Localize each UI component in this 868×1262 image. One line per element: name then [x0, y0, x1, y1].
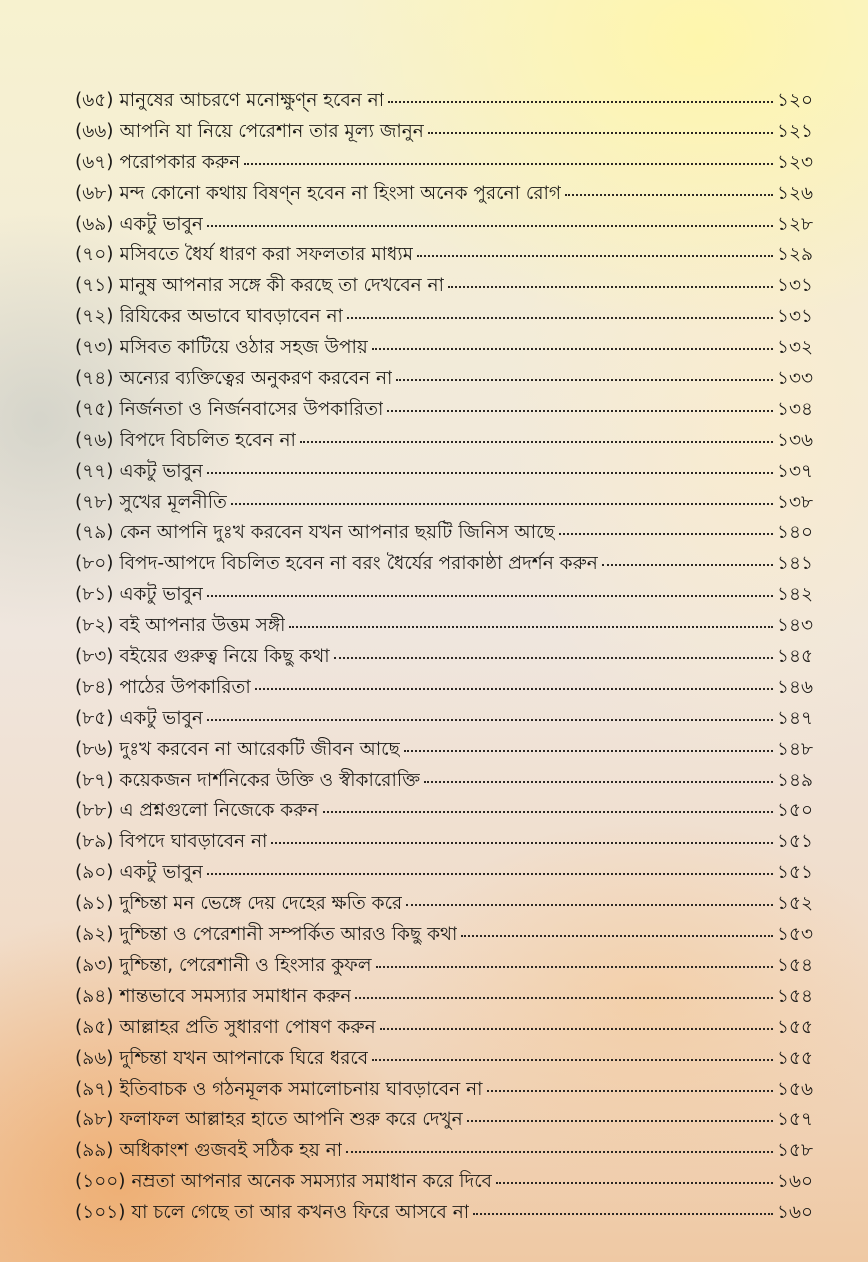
- toc-entry: [75, 1136, 813, 1167]
- toc-entry: [75, 210, 813, 241]
- toc-entry: [75, 457, 813, 488]
- entry-page-number: ১৫৭: [776, 1109, 813, 1131]
- toc-entry: [75, 488, 813, 519]
- dot-leader: [448, 285, 773, 288]
- entry-number: (৮২): [75, 615, 114, 637]
- entry-number: (১০১): [75, 1202, 126, 1224]
- dot-leader: [207, 594, 773, 597]
- entry-title: দুঃখ করবেন না আরেকটি জীবন আছে: [119, 738, 400, 760]
- entry-number: (৮৫): [75, 707, 114, 729]
- entry-page-number: ১২৬: [776, 182, 813, 204]
- entry-number: (৯৫): [75, 1016, 114, 1038]
- entry-page-number: ১৫১: [776, 831, 813, 853]
- dot-leader: [323, 810, 773, 813]
- toc-entry: [75, 1013, 813, 1044]
- entry-page-number: ১৫০: [776, 800, 813, 822]
- entry-number: (৬৫): [75, 90, 114, 111]
- entry-title: পরোপকার করুন: [119, 151, 241, 173]
- toc-entry: [75, 920, 813, 951]
- dot-leader: [231, 502, 773, 505]
- entry-number: (৭২): [75, 306, 114, 328]
- entry-number: (৮৪): [75, 676, 114, 698]
- entry-page-number: ১৫৪: [776, 954, 813, 976]
- dot-leader: [376, 965, 773, 968]
- entry-title: বইয়ের গুরুত্ব নিয়ে কিছু কথা: [119, 646, 330, 668]
- toc-entry: [75, 148, 813, 179]
- entry-number: (৯৪): [75, 985, 114, 1007]
- entry-title: নির্জনতা ও নির্জনবাসের উপকারিতা: [119, 398, 384, 420]
- entry-number: (১০০): [75, 1171, 126, 1193]
- entry-number: (৯৬): [75, 1047, 114, 1069]
- entry-number: (৯৯): [75, 1140, 114, 1162]
- entry-title: ইতিবাচক ও গঠনমূলক সমালোচনায় ঘাবড়াবেন না: [119, 1078, 483, 1100]
- dot-leader: [602, 563, 773, 566]
- toc-entry: [75, 858, 813, 889]
- toc-entry: [75, 580, 813, 611]
- dot-leader: [289, 625, 773, 628]
- entry-title: দুশ্চিন্তা মন ভেঙ্গে দেয় দেহের ক্ষতি করে: [119, 893, 403, 915]
- toc-entry: [75, 1198, 813, 1229]
- dot-leader: [346, 1150, 773, 1153]
- dot-leader: [428, 131, 773, 134]
- entry-title: বিপদে ঘাবড়াবেন না: [119, 831, 268, 853]
- dot-leader: [334, 656, 773, 659]
- entry-page-number: ১৩৬: [776, 429, 813, 451]
- entry-title: মানুষের আচরণে মনোক্ষুণ্ন হবেন না: [119, 90, 385, 111]
- entry-page-number: ১৪৬: [776, 676, 813, 698]
- entry-title: বই আপনার উত্তম সঙ্গী: [119, 615, 286, 637]
- entry-title: অধিকাংশ গুজবই সঠিক হয় না: [119, 1140, 343, 1162]
- toc-entry: [75, 827, 813, 858]
- dot-leader: [207, 471, 773, 474]
- entry-title: দুশ্চিন্তা যখন আপনাকে ঘিরে ধরবে: [119, 1047, 369, 1069]
- entry-number: (৮৮): [75, 800, 114, 822]
- entry-page-number: ১২৯: [776, 244, 813, 266]
- dot-leader: [380, 1027, 773, 1030]
- entry-title: পাঠের উপকারিতা: [119, 676, 251, 698]
- toc-entry: [75, 642, 813, 673]
- entry-title: অন্যের ব্যক্তিত্বের অনুকরণ করবেন না: [119, 368, 393, 390]
- entry-title: এ প্রশ্নগুলো নিজেকে করুন: [119, 800, 319, 822]
- entry-page-number: ১৩৮: [776, 491, 813, 513]
- entry-page-number: ১৬০: [776, 1202, 813, 1224]
- toc-entry: [75, 333, 813, 364]
- toc-entry: [75, 117, 813, 148]
- entry-number: (৯৩): [75, 954, 114, 976]
- toc-entry: [75, 673, 813, 704]
- entry-number: (৭০): [75, 244, 114, 266]
- toc-entry: [75, 982, 813, 1013]
- dot-leader: [207, 872, 773, 875]
- entry-number: (৯৭): [75, 1078, 114, 1100]
- entry-number: (৮৯): [75, 831, 114, 853]
- entry-page-number: ১৫১: [776, 862, 813, 884]
- entry-page-number: ১৪০: [776, 522, 813, 544]
- dot-leader: [387, 409, 773, 412]
- entry-title: দুশ্চিন্তা, পেরেশানী ও হিংসার কুফল: [119, 954, 372, 976]
- entry-title: মসিবতে ধৈর্য ধারণ করা সফলতার মাধ্যম: [119, 244, 413, 266]
- entry-title: মসিবত কাটিয়ে ওঠার সহজ উপায়: [119, 337, 368, 359]
- dot-leader: [396, 378, 773, 381]
- dot-leader: [347, 316, 773, 319]
- entry-page-number: ১৫৬: [776, 1078, 813, 1100]
- entry-number: (৭৯): [75, 522, 114, 544]
- table-of-contents: [75, 86, 813, 1229]
- entry-title: আল্লাহর প্রতি সুধারণা পোষণ করুন: [119, 1016, 376, 1038]
- dot-leader: [461, 934, 773, 937]
- entry-title: দুশ্চিন্তা ও পেরেশানী সম্পর্কিত আরও কিছু কথা: [119, 924, 458, 946]
- entry-title: কয়েকজন দার্শনিকের উক্তি ও স্বীকারোক্তি: [119, 769, 421, 791]
- dot-leader: [406, 903, 773, 906]
- entry-number: (৮১): [75, 584, 114, 606]
- entry-title: সুখের মূলনীতি: [119, 491, 227, 513]
- entry-page-number: ১৪৮: [776, 738, 813, 760]
- entry-title: বিপদ-আপদে বিচলিত হবেন না বরং ধৈর্যের পরাকাষ্ঠা প্রদর্শন করুন: [119, 553, 598, 575]
- entry-page-number: ১২১: [776, 120, 813, 142]
- dot-leader: [207, 718, 773, 721]
- entry-title: শান্তভাবে সমস্যার সমাধান করুন: [119, 985, 352, 1007]
- entry-number: (৮৩): [75, 646, 114, 668]
- entry-page-number: ১৪৩: [776, 615, 813, 637]
- entry-title: আপনি যা নিয়ে পেরেশান তার মূল্য জানুন: [119, 120, 424, 142]
- toc-entry: [75, 179, 813, 210]
- entry-page-number: ১৪৫: [776, 646, 813, 668]
- entry-number: (৬৯): [75, 213, 114, 235]
- toc-entry: [75, 766, 813, 797]
- entry-page-number: ১৫৫: [776, 1016, 813, 1038]
- entry-page-number: ১৫৪: [776, 985, 813, 1007]
- entry-page-number: ১৪২: [776, 584, 813, 606]
- toc-entry: [75, 735, 813, 766]
- entry-number: (৭৩): [75, 337, 114, 359]
- dot-leader: [255, 687, 773, 690]
- entry-number: (৭১): [75, 275, 114, 297]
- entry-page-number: ১৩২: [776, 337, 813, 359]
- toc-entry: [75, 611, 813, 642]
- toc-entry: [75, 951, 813, 982]
- entry-number: (৭৫): [75, 398, 114, 420]
- toc-entry: [75, 1044, 813, 1075]
- toc-entry: [75, 1167, 813, 1198]
- entry-number: (৯৮): [75, 1109, 114, 1131]
- dot-leader: [300, 440, 773, 443]
- entry-number: (৭৭): [75, 460, 114, 482]
- entry-number: (৮৬): [75, 738, 114, 760]
- entry-number: (৭৬): [75, 429, 114, 451]
- entry-title: বিপদে বিচলিত হবেন না: [119, 429, 296, 451]
- entry-page-number: ১৪১: [776, 553, 813, 575]
- entry-page-number: ১৬০: [776, 1171, 813, 1193]
- dot-leader: [473, 1212, 773, 1215]
- entry-title: একটু ভাবুন: [119, 707, 203, 729]
- entry-number: (৯২): [75, 924, 114, 946]
- toc-entry: [75, 1105, 813, 1136]
- entry-page-number: ১২৮: [776, 213, 813, 235]
- entry-page-number: ১২০: [776, 90, 813, 111]
- entry-number: (৭৮): [75, 491, 114, 513]
- dot-leader: [559, 532, 773, 535]
- dot-leader: [467, 1119, 773, 1122]
- toc-entry: [75, 518, 813, 549]
- dot-leader: [355, 996, 773, 999]
- entry-number: (৮০): [75, 553, 114, 575]
- toc-entry: [75, 271, 813, 302]
- entry-page-number: ১৩৪: [776, 398, 813, 420]
- toc-entry: [75, 364, 813, 395]
- dot-leader: [496, 1181, 773, 1184]
- dot-leader: [388, 100, 773, 103]
- entry-number: (৬৬): [75, 120, 114, 142]
- dot-leader: [244, 162, 773, 165]
- entry-page-number: ১৩৩: [776, 368, 813, 390]
- toc-entry: [75, 796, 813, 827]
- entry-page-number: ১৫৩: [776, 924, 813, 946]
- entry-title: একটু ভাবুন: [119, 862, 203, 884]
- entry-page-number: ১৩৭: [776, 460, 813, 482]
- entry-page-number: ১৩১: [776, 275, 813, 297]
- entry-page-number: ১৪৯: [776, 769, 813, 791]
- dot-leader: [372, 1058, 773, 1061]
- dot-leader: [271, 841, 773, 844]
- entry-title: একটু ভাবুন: [119, 460, 203, 482]
- toc-entry: [75, 240, 813, 271]
- entry-number: (৯০): [75, 862, 114, 884]
- dot-leader: [487, 1089, 773, 1092]
- toc-entry: [75, 704, 813, 735]
- toc-entry: [75, 86, 813, 117]
- dot-leader: [372, 347, 773, 350]
- dot-leader: [404, 749, 773, 752]
- entry-number: (৬৮): [75, 182, 114, 204]
- entry-page-number: ১৫৮: [776, 1140, 813, 1162]
- entry-title: কেন আপনি দুঃখ করবেন যখন আপনার ছয়টি জিনিস আছে: [119, 522, 555, 544]
- entry-number: (৭৪): [75, 368, 114, 390]
- entry-title: যা চলে গেছে তা আর কখনও ফিরে আসবে না: [131, 1202, 470, 1224]
- entry-page-number: ১৫২: [776, 893, 813, 915]
- entry-page-number: ১৫৫: [776, 1047, 813, 1069]
- entry-title: মন্দ কোনো কথায় বিষণ্ন হবেন না হিংসা অনেক পুরনো রোগ: [119, 182, 562, 204]
- entry-number: (৮৭): [75, 769, 114, 791]
- entry-title: নম্রতা আপনার অনেক সমস্যার সমাধান করে দিবে: [131, 1171, 492, 1193]
- dot-leader: [207, 224, 773, 227]
- entry-title: একটু ভাবুন: [119, 584, 203, 606]
- entry-title: মানুষ আপনার সঙ্গে কী করছে তা দেখবেন না: [119, 275, 444, 297]
- entry-title: রিযিকের অভাবে ঘাবড়াবেন না: [119, 306, 343, 328]
- toc-entry: [75, 549, 813, 580]
- dot-leader: [424, 780, 773, 783]
- toc-entry: [75, 426, 813, 457]
- toc-entry: [75, 302, 813, 333]
- entry-title: ফলাফল আল্লাহর হাতে আপনি শুরু করে দেখুন: [119, 1109, 463, 1131]
- toc-entry: [75, 1075, 813, 1106]
- dot-leader: [565, 193, 773, 196]
- entry-page-number: ১৪৭: [776, 707, 813, 729]
- dot-leader: [417, 254, 773, 257]
- entry-number: (৬৭): [75, 151, 114, 173]
- entry-title: একটু ভাবুন: [119, 213, 203, 235]
- entry-number: (৯১): [75, 893, 114, 915]
- entry-page-number: ১২৩: [776, 151, 813, 173]
- entry-page-number: ১৩১: [776, 306, 813, 328]
- toc-entry: [75, 395, 813, 426]
- toc-entry: [75, 889, 813, 920]
